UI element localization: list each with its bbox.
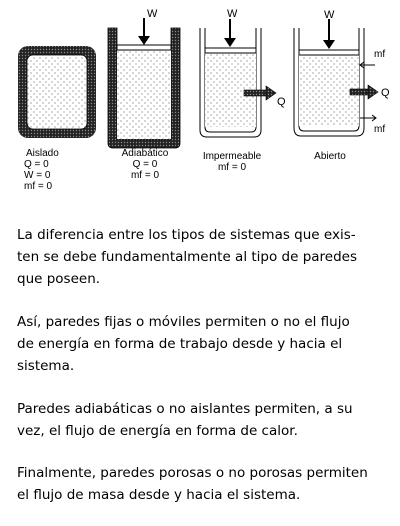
paragraph-line: vez, el flujo de energía en forma de calor. bbox=[17, 423, 298, 439]
abierto-mf-top-label: mf bbox=[374, 49, 386, 60]
paragraph-line: La diferencia entre los tipos de sistemas que exis- bbox=[17, 227, 356, 243]
adiabatico-w-label: W bbox=[147, 8, 158, 20]
paragraph-1 bbox=[17, 224, 387, 290]
aislado-w: W = 0 bbox=[24, 170, 51, 181]
paragraph-2 bbox=[17, 311, 387, 377]
aislado-mf: mf = 0 bbox=[24, 181, 53, 192]
paragraph-4 bbox=[17, 462, 387, 506]
abierto-caption bbox=[300, 151, 360, 162]
adiabatico-mf: mf = 0 bbox=[130, 170, 160, 181]
abierto-title: Abierto bbox=[314, 151, 346, 162]
paragraph-line: de energía en forma de trabajo desde y hacia el bbox=[17, 336, 343, 352]
paragraph-3 bbox=[17, 398, 387, 442]
paragraph-line: el flujo de masa desde y hacia el sistema. bbox=[17, 487, 301, 503]
aislado-q: Q = 0 bbox=[24, 159, 49, 170]
paragraph-line: Así, paredes fijas o móviles permiten o no el flujo bbox=[17, 314, 350, 330]
paragraph-line: Paredes adiabáticas o no aislantes permiten, a su bbox=[17, 401, 353, 417]
impermeable-title: Impermeable bbox=[202, 151, 262, 162]
aislado-caption bbox=[24, 148, 76, 192]
paragraph-line: Finalmente, paredes porosas o no porosas permiten bbox=[17, 465, 368, 481]
impermeable-q-label: Q bbox=[277, 96, 286, 108]
adiabatico-q: Q = 0 bbox=[132, 159, 158, 170]
abierto-container bbox=[294, 19, 378, 136]
impermeable-container bbox=[200, 19, 276, 137]
impermeable-caption bbox=[193, 151, 271, 173]
paragraph-line: ten se debe fundamentalmente al tipo de paredes bbox=[17, 249, 358, 265]
abierto-q-label: Q bbox=[381, 87, 390, 99]
aislado-container bbox=[18, 46, 96, 138]
adiabatico-caption bbox=[110, 148, 180, 181]
impermeable-w-label: W bbox=[227, 8, 238, 20]
aislado-title: Aislado bbox=[26, 148, 59, 159]
abierto-mf-bottom-label: mf bbox=[374, 124, 386, 135]
impermeable-mf: mf = 0 bbox=[217, 162, 247, 173]
paragraph-line: que poseen. bbox=[17, 271, 101, 287]
abierto-w-label: W bbox=[324, 9, 335, 21]
paragraph-line: sistema. bbox=[17, 358, 75, 374]
adiabatico-title: Adiabático bbox=[121, 148, 169, 159]
adiabatico-container bbox=[108, 18, 180, 148]
